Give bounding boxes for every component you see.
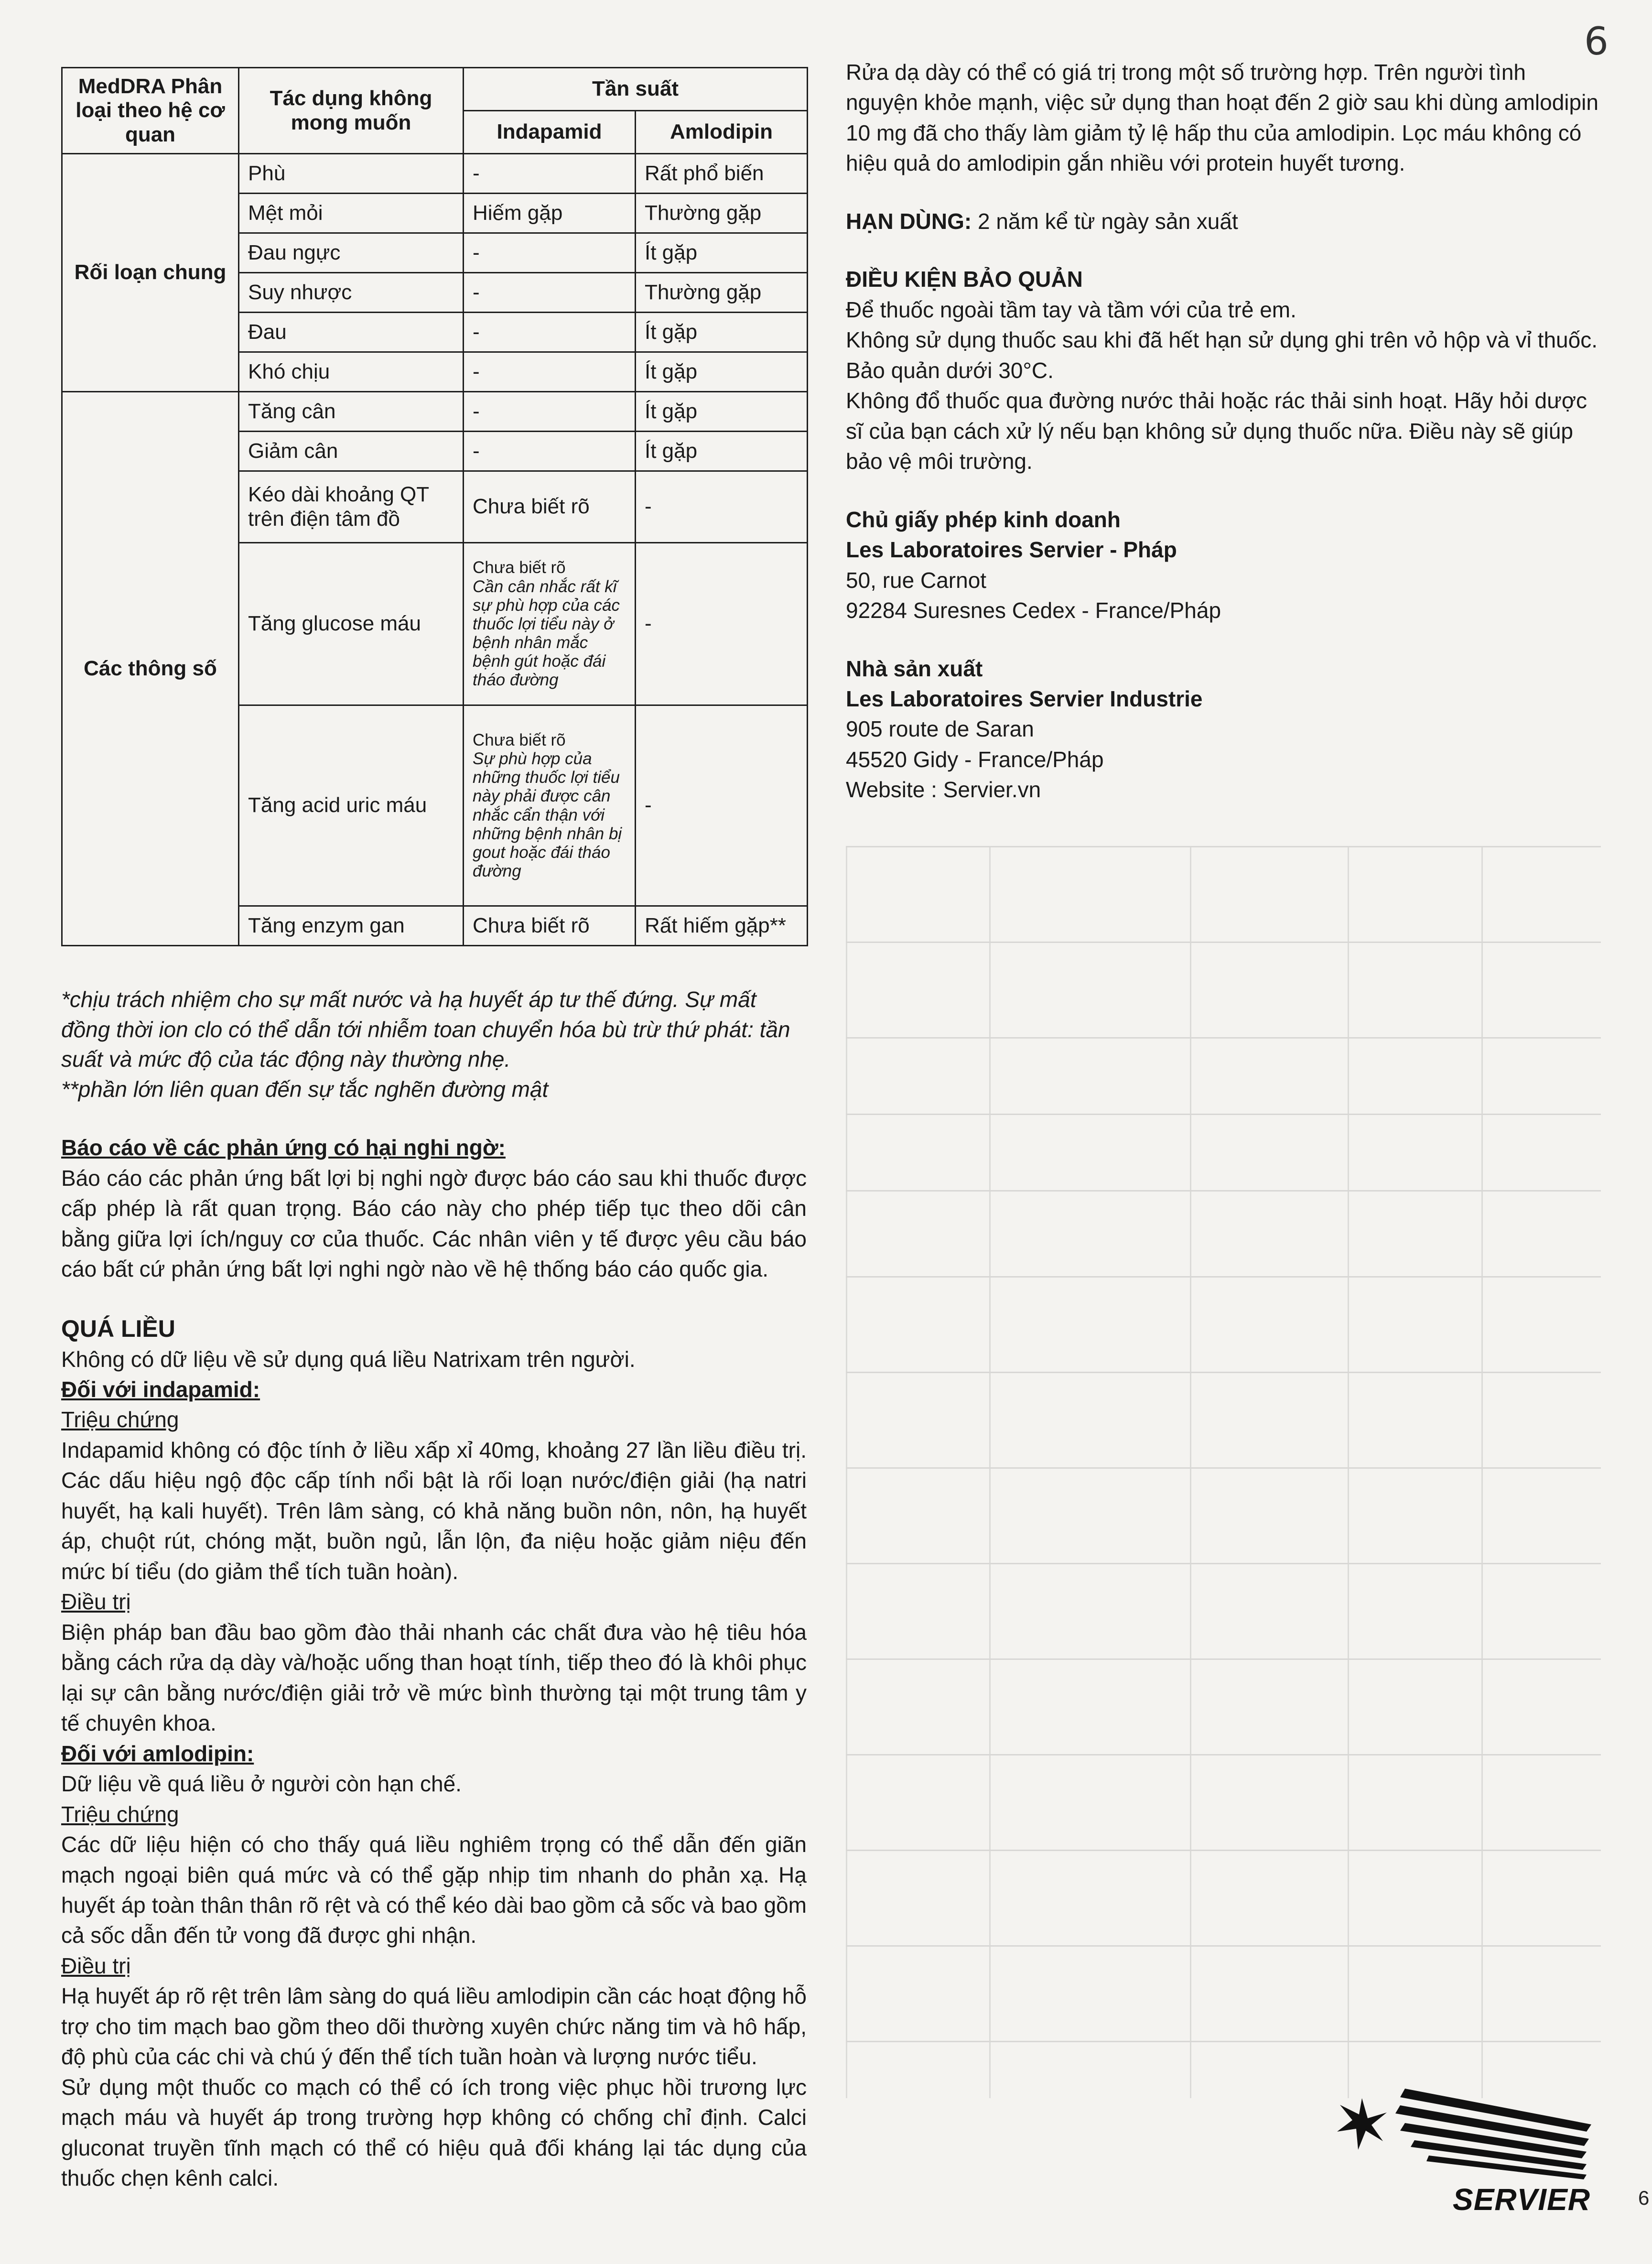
indapamid-symptoms-label: Triệu chứng [61,1407,179,1432]
header-frequency: Tần suất [464,68,808,111]
effect-cell: Khó chịu [239,352,464,392]
shelf-life-value: 2 năm kể từ ngày sản xuất [977,208,1238,234]
effect-cell: Phù [239,154,464,194]
storage-line: Không đổ thuốc qua đường nước thải hoặc rác thải sinh hoạt. Hãy hỏi dược sĩ của bạn cách xử lý nếu bạn không sử dụng thuốc nữa. Điều này sẽ giúp bảo vệ môi trường. [846,388,1587,474]
indapamid-cell: Chưa biết rõ [464,471,636,543]
footnote-star1: *chịu trách nhiệm cho sự mất nước và hạ huyết áp tư thế đứng. Sự mất đồng thời ion clo có thể dẫn tới nhiễm toan chuyển hóa bù trừ thứ phát: tần suất và mức độ của tác động này thường nhẹ. [61,987,790,1072]
indapamid-cell: Chưa biết rõ [464,906,636,946]
header-indapamid: Indapamid [464,111,636,154]
effect-cell: Tăng glucose máu [239,543,464,705]
amlodipin-cell: Thường gặp [636,273,808,313]
amlodipin-cell: - [636,543,808,705]
indapamid-note: Cần cân nhắc rất kĩ sự phù hợp của các thuốc lợi tiểu này ở bệnh nhân mắc bệnh gút hoặc đái tháo đường [473,577,620,690]
category-cell: Rối loạn chung [62,154,239,392]
effect-cell: Giảm cân [239,432,464,471]
effect-cell: Tăng cân [239,392,464,432]
storage-line: Bảo quản dưới 30°C. [846,357,1054,383]
amlodipin-treatment-1: Hạ huyết áp rõ rệt trên lâm sàng do quá liều amlodipin cần các hoạt động hỗ trợ cho tim mạch bao gồm theo dõi thường xuyên chức năng tim và hô hấp, độ phù của các chi và chú ý đến thể tích tuần hoàn và lượng nước tiểu. [61,1983,807,2069]
license-holder-title: Chủ giấy phép kinh doanh [846,507,1121,532]
page-number-top: 6 [1584,19,1609,64]
amlodipin-treatment-2: Sử dụng một thuốc co mạch có thể có ích trong việc phục hồi trương lực mạch máu và huyết áp trong trường hợp không có chống chỉ định. Calci gluconat truyền tĩnh mạch có thể có hiệu quả đối kháng lại tác dụng của thuốc chẹn kênh calci. [61,2074,807,2191]
indapamid-value: Chưa biết rõ [473,558,566,577]
amlodipin-cell: Ít gặp [636,313,808,352]
shelf-life [846,206,1598,237]
header-category: MedDRA Phân loại theo hệ cơ quan [62,68,239,154]
license-holder-address2: 92284 Suresnes Cedex - France/Pháp [846,598,1221,623]
storage-section [846,264,1598,477]
indapamid-cell: - [464,352,636,392]
indapamid-cell: - [464,432,636,471]
manufacturer-address1: 905 route de Saran [846,716,1034,742]
manufacturer-address2: 45520 Gidy - France/Pháp [846,747,1104,772]
amlodipin-cell: Ít gặp [636,352,808,392]
license-holder-address1: 50, rue Carnot [846,567,987,593]
storage-line: Không sử dụng thuốc sau khi đã hết hạn sử dụng ghi trên vỏ hộp và vỉ thuốc. [846,327,1598,353]
shelf-life-label: HẠN DÙNG: [846,208,972,234]
amlodipin-intro: Dữ liệu về quá liều ở người còn hạn chế. [61,1771,462,1797]
amlodipin-treatment-label: Điều trị [61,1953,131,1978]
table-row [62,392,808,432]
manufacturer [846,654,1598,805]
adverse-effects-table [61,67,808,946]
indapamid-cell: - [464,154,636,194]
license-holder-name: Les Laboratoires Servier - Pháp [846,537,1177,563]
bleed-through-table [846,846,1601,2098]
indapamid-treatment-label: Điều trị [61,1589,131,1614]
header-amlodipin: Amlodipin [636,111,808,154]
storage-title: ĐIỀU KIỆN BẢO QUẢN [846,267,1083,292]
right-column [846,57,1598,805]
amlodipin-cell: Ít gặp [636,432,808,471]
amlodipin-symptoms-label: Triệu chứng [61,1801,179,1827]
amlodipin-cell: Rất hiếm gặp** [636,906,808,946]
reporting-title: Báo cáo về các phản ứng có hại nghi ngờ: [61,1135,506,1160]
amlodipin-symptoms: Các dữ liệu hiện có cho thấy quá liều nghiêm trọng có thể dẫn đến giãn mạch ngoại biên quá mức và có thể gặp nhịp tim nhanh do phản xạ. Hạ huyết áp toàn thân thân rõ rệt và có thể kéo dài bao gồm cả sốc và bao gồm cả sốc dẫn đến tử vong đã được ghi nhận. [61,1832,807,1948]
indapamid-cell: - [464,392,636,432]
footnote-star2: **phần lớn liên quan đến sự tắc nghẽn đường mật [61,1076,549,1102]
manufacturer-name: Les Laboratoires Servier Industrie [846,686,1203,711]
overdose-title: QUÁ LIỀU [61,1315,175,1342]
indapamid-cell [464,543,636,705]
indapamid-treatment: Biện pháp ban đầu bao gồm đào thải nhanh các chất đưa vào hệ tiêu hóa bằng cách rửa dạ dày và/hoặc uống than hoạt tính, tiếp theo đó là khôi phục lại sự cân bằng nước/điện giải trở về mức bình thường tại một trung tâm y tế chuyên khoa. [61,1619,807,1736]
indapamid-cell: - [464,313,636,352]
overdose-section [61,1313,807,2194]
amlodipin-cell: - [636,471,808,543]
table-footnotes [61,985,807,1104]
storage-line: Để thuốc ngoài tầm tay và tầm với của trẻ em. [846,297,1296,322]
page-number-bottom: 6 [1638,2187,1650,2209]
indapamid-cell [464,705,636,906]
indapamid-cell: - [464,233,636,273]
effect-cell: Đau ngực [239,233,464,273]
overdose-intro: Không có dữ liệu về sử dụng quá liều Natrixam trên người. [61,1346,636,1372]
indapamid-note: Sự phù hợp của những thuốc lợi tiểu này phải được cân nhắc cẩn thận với những bệnh nhân bị gout hoặc đái tháo đường [473,749,622,881]
reporting-section [61,1133,807,1284]
amlodipin-cell: - [636,705,808,906]
effect-cell: Kéo dài khoảng QT trên điện tâm đồ [239,471,464,543]
effect-cell: Tăng acid uric máu [239,705,464,906]
amlodipin-cell: Ít gặp [636,392,808,432]
license-holder [846,505,1598,626]
amlodipin-treatment-3: Rửa dạ dày có thể có giá trị trong một số trường hợp. Trên người tình nguyện khỏe mạnh, việc sử dụng than hoạt đến 2 giờ sau khi dùng amlodipin 10 mg đã cho thấy làm giảm tỷ lệ hấp thu của amlodipin. Lọc máu không có hiệu quả do amlodipin gắn nhiều với protein huyết tương. [846,60,1598,176]
servier-logo-text: SERVIER [1453,2182,1590,2217]
amlodipin-cell: Rất phổ biến [636,154,808,194]
amlodipin-overdose-title: Đối với amlodipin: [61,1741,254,1766]
amlodipin-cell: Thường gặp [636,194,808,233]
indapamid-cell: - [464,273,636,313]
indapamid-value: Chưa biết rõ [473,730,566,749]
indapamid-cell: Hiếm gặp [464,194,636,233]
left-column [61,67,807,2194]
effect-cell: Suy nhược [239,273,464,313]
indapamid-symptoms: Indapamid không có độc tính ở liều xấp xỉ 40mg, khoảng 27 lần liều điều trị. Các dấu hiệu ngộ độc cấp tính nổi bật là rối loạn nước/điện giải (hạ natri huyết, hạ kali huyết). Trên lâm sàng, có khả năng buồn nôn, nôn, hạ huyết áp, chuột rút, chóng mặt, buồn ngủ, lẫn lộn, đa niệu hoặc giảm niệu đến mức bí tiểu (do giảm thể tích tuần hoàn). [61,1437,807,1584]
manufacturer-website: Website : Servier.vn [846,777,1041,802]
indapamid-overdose-title: Đối với indapamid: [61,1377,260,1402]
table-row [62,154,808,194]
effect-cell: Đau [239,313,464,352]
header-effect: Tác dụng không mong muốn [239,68,464,154]
effect-cell: Tăng enzym gan [239,906,464,946]
reporting-text: Báo cáo các phản ứng bất lợi bị nghi ngờ được báo cáo sau khi thuốc được cấp phép là rất quan trọng. Báo cáo này cho phép tiếp tục theo dõi cân bằng giữa lợi ích/nguy cơ của thuốc. Các nhân viên y tế được yêu cầu báo cáo bất cứ phản ứng bất lợi nghi ngờ nào về hệ thống báo cáo quốc gia. [61,1165,807,1282]
effect-cell: Mệt mỏi [239,194,464,233]
category-cell: Các thông số [62,392,239,946]
amlodipin-cell: Ít gặp [636,233,808,273]
manufacturer-title: Nhà sản xuất [846,656,983,681]
